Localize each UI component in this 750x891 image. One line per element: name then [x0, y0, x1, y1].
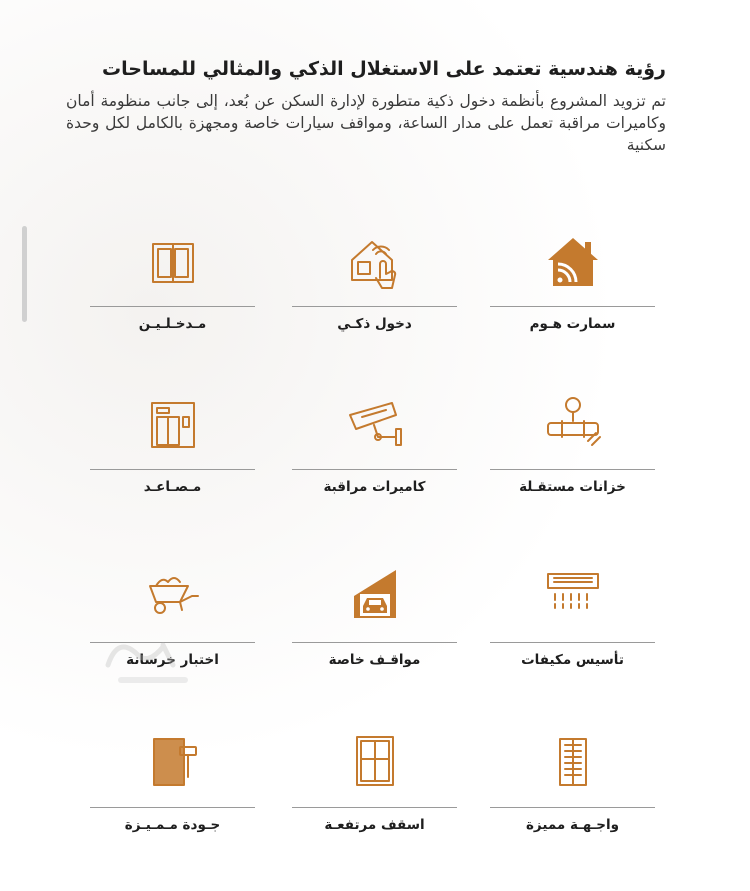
smart-entry-icon: [340, 230, 410, 294]
smart-home-icon: [538, 230, 608, 294]
feature-smart-home: [490, 230, 655, 340]
feature-divider: [90, 469, 255, 470]
feature-label: واجـهـة مميزة: [525, 817, 620, 833]
feature-security-camera: [292, 393, 457, 503]
feature-label: اسقف مرتفعـة: [324, 817, 425, 833]
feature-divider: [90, 642, 255, 643]
feature-divider: [292, 642, 457, 643]
feature-label: مـدخـلـيـن: [138, 316, 207, 332]
feature-elevator: [90, 393, 255, 503]
feature-label: خزانات مستقـلة: [519, 479, 626, 495]
feature-concrete-test: [90, 566, 255, 676]
feature-air-conditioner: [490, 566, 655, 676]
feature-divider: [90, 807, 255, 808]
feature-label: سمارت هـوم: [529, 316, 616, 332]
water-tank-icon: [538, 393, 608, 457]
high-ceiling-icon: [340, 731, 410, 795]
quality-finish-icon: [138, 731, 208, 795]
feature-divider: [490, 469, 655, 470]
feature-divider: [292, 807, 457, 808]
double-door-icon: [138, 230, 208, 294]
section-description: تم تزويد المشروع بأنظمة دخول ذكية متطورة لإدارة السكن عن بُعد، إلى جانب منظومة أمان وكاميرات مراقبة تعمل على مدار الساعة، ومواقف سيارات خاصة ومجهزة بالكامل لكل وحدة سكنية: [66, 92, 666, 154]
feature-label: جـودة مـمـيـزة: [124, 817, 221, 833]
feature-divider: [490, 306, 655, 307]
feature-label: مـصـاعـد: [143, 479, 202, 495]
feature-facade: [490, 731, 655, 841]
feature-double-door: [90, 230, 255, 340]
feature-label: دخول ذكـي: [337, 316, 412, 332]
feature-private-parking: [292, 566, 457, 676]
feature-label: كاميرات مراقبة: [323, 479, 426, 495]
facade-icon: [538, 731, 608, 795]
wheelbarrow-icon: [138, 566, 208, 630]
feature-water-tank: [490, 393, 655, 503]
feature-quality-finish: [90, 731, 255, 841]
feature-high-ceiling: [292, 731, 457, 841]
feature-label: مواقـف خاصة: [328, 652, 421, 668]
feature-divider: [90, 306, 255, 307]
feature-label: اختبار خرسانة: [126, 652, 219, 668]
feature-smart-entry: [292, 230, 457, 340]
feature-divider: [490, 642, 655, 643]
air-conditioner-icon: [538, 566, 608, 630]
security-camera-icon: [340, 393, 410, 457]
elevator-icon: [138, 393, 208, 457]
section-title: رؤية هندسية تعتمد على الاستغلال الذكي والمثالي للمساحات: [102, 58, 666, 80]
private-parking-icon: [340, 566, 410, 630]
feature-label: تأسيس مكيفات: [521, 652, 624, 668]
feature-divider: [292, 469, 457, 470]
feature-divider: [490, 807, 655, 808]
feature-divider: [292, 306, 457, 307]
